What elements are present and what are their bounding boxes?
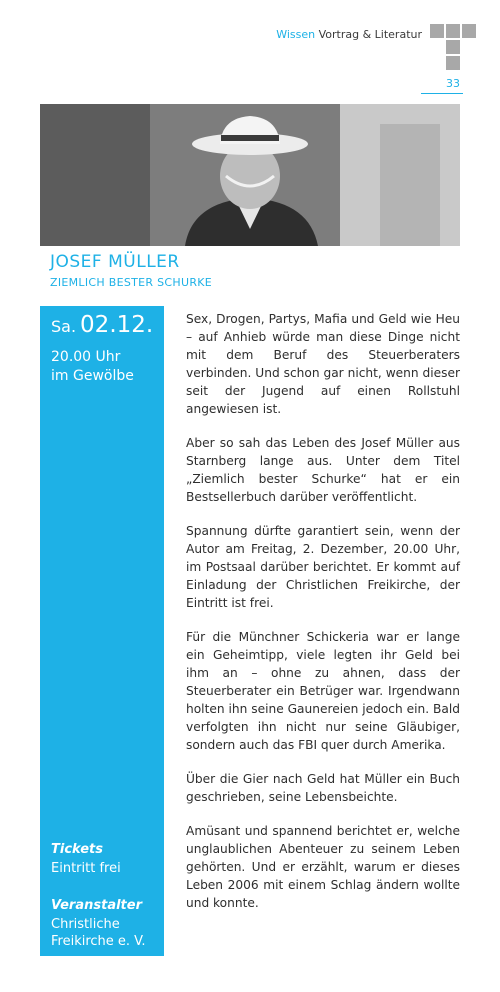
organizer-line: Freikirche e. V. xyxy=(51,934,146,949)
tickets-label: Tickets xyxy=(51,842,103,857)
event-subtitle: ZIEMLICH BESTER SCHURKE xyxy=(50,276,213,289)
article-paragraph: Für die Münchner Schickeria war er lange ein Geheimtipp, viele legten ihr Geld bei ihm an – ohne zu ahnen, dass der Steuerberater ein Betrüger war. Irgendwann holten ihn seine Gaunereien jedoch ein. Bald verfolgten ihn nicht nur seine Gläubiger, sondern auch das FBI quer durch Amerika. xyxy=(186,630,460,752)
organizer-line: Christliche xyxy=(51,917,120,932)
organizer-value xyxy=(51,916,146,950)
event-date xyxy=(51,312,153,338)
article-paragraph: Aber so sah das Leben des Josef Müller aus Starnberg lange aus. Unter dem Titel „Ziemlich bester Schurke“ hat er ein Bestsellerbuch darüber veröffentlicht. xyxy=(186,436,460,504)
section-category xyxy=(276,28,422,41)
event-info-panel xyxy=(40,306,164,956)
article-body xyxy=(186,310,460,928)
tickets-value: Eintritt frei xyxy=(51,861,121,876)
event-time-location xyxy=(51,348,134,386)
event-title: JOSEF MÜLLER xyxy=(50,252,180,272)
category-accent: Wissen xyxy=(276,28,316,41)
page-number: 33 xyxy=(446,77,460,90)
logo-squares-icon xyxy=(430,24,484,78)
article-paragraph: Amüsant und spannend berichtet er, welche unglaublichen Abenteuer zu seinem Leben gehörten. Und er erzählt, warum er dieses Leben 2006 mit einem Schlag ändern wollte und konnte. xyxy=(186,824,460,910)
event-time: 20.00 Uhr xyxy=(51,349,121,365)
article-paragraph: Spannung dürfte garantiert sein, wenn der Autor am Freitag, 2. Dezember, 20.00 Uhr, im Postsaal darüber berichtet. Er kommt auf Einladung der Christlichen Freikirche, der Eintritt ist frei. xyxy=(186,524,460,610)
organizer-label: Veranstalter xyxy=(51,898,142,913)
article-paragraph: Sex, Drogen, Partys, Mafia und Geld wie Heu – auf Anhieb würde man diese Dinge nicht mit dem Beruf des Steuerberaters verbinden. Und schon gar nicht, wenn dieser seit der Jugend auf einen Rollstuhl angewiesen ist. xyxy=(186,312,460,416)
article-paragraph: Über die Gier nach Geld hat Müller ein Buch geschrieben, seine Lebensbeichte. xyxy=(186,772,460,804)
event-date-number: 02.12. xyxy=(80,312,154,338)
portrait-photo xyxy=(40,104,460,246)
event-location: im Gewölbe xyxy=(51,368,134,384)
category-main: Vortrag & Literatur xyxy=(318,28,422,41)
event-weekday: Sa. xyxy=(51,317,77,336)
header-divider xyxy=(421,93,463,94)
